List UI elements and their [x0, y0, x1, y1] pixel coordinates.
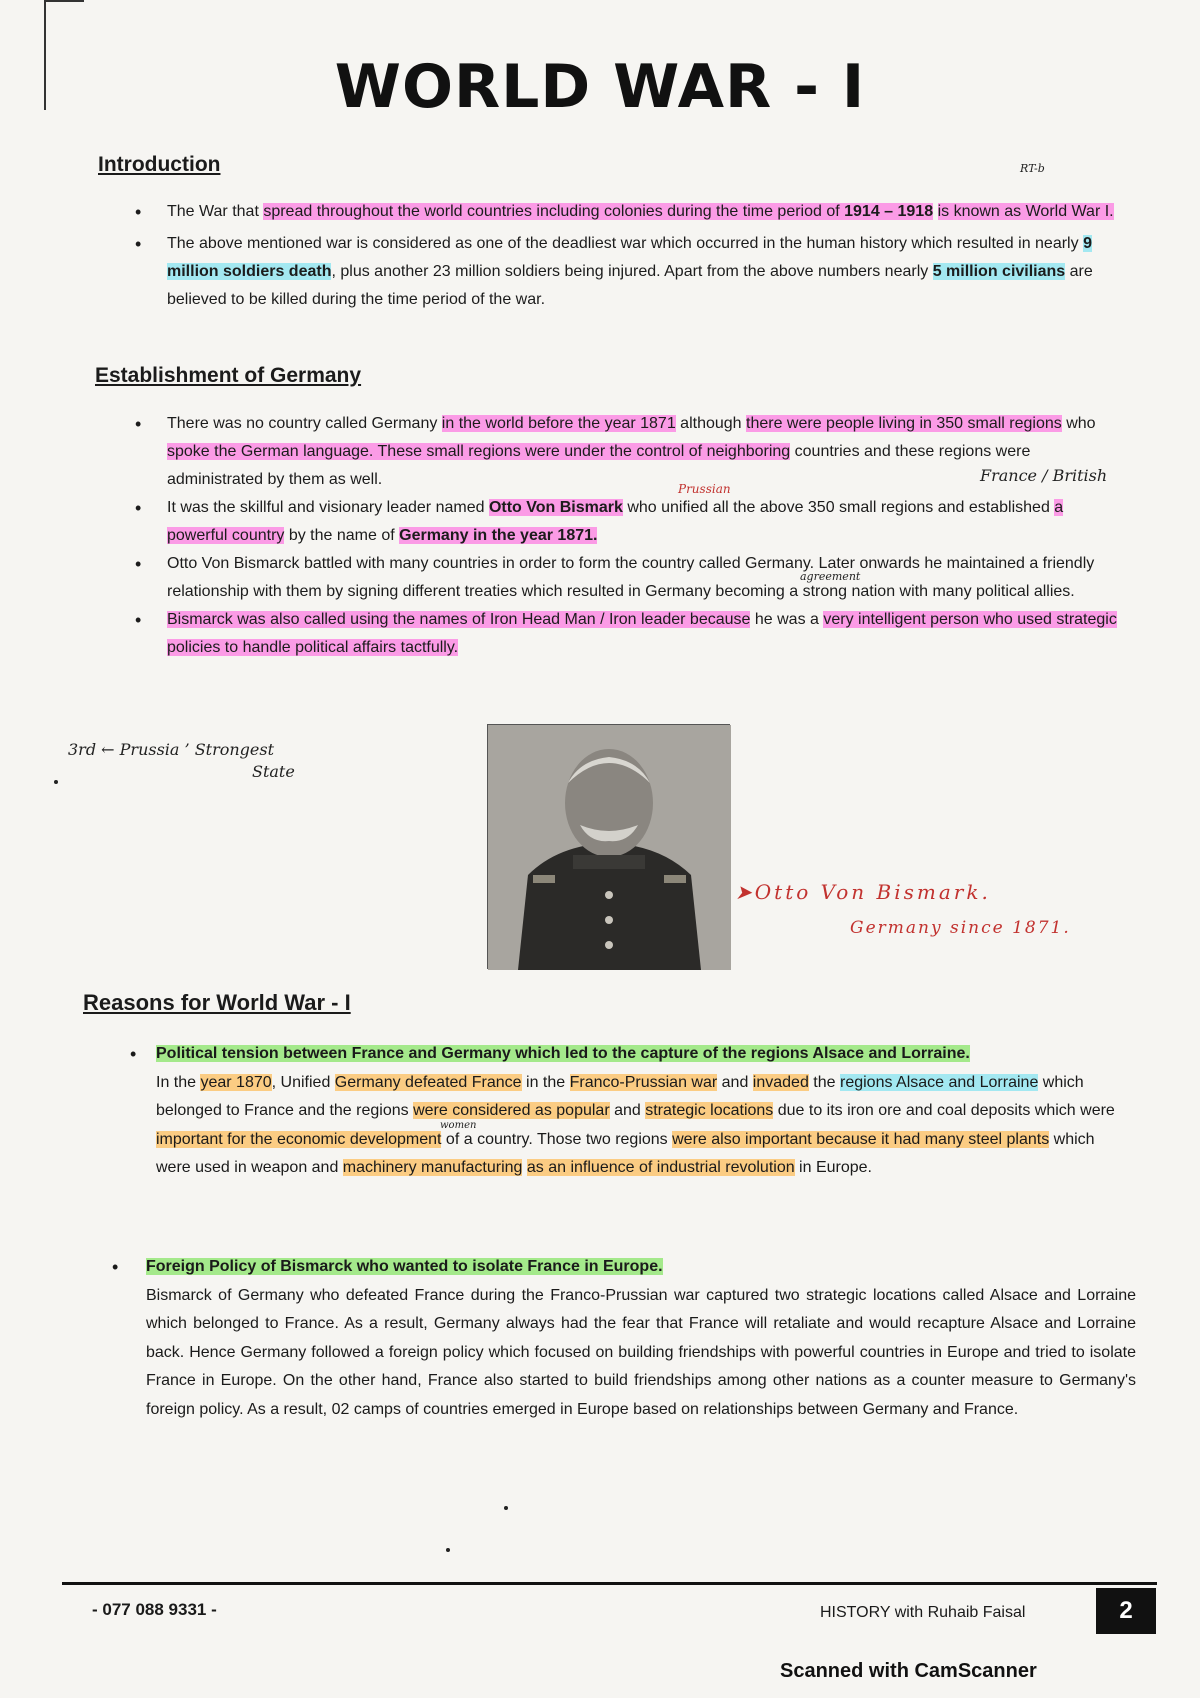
corner-mark: RT-b [1020, 162, 1045, 175]
list-item: • The War that spread throughout the world countries including colonies during the time period of 1914 – 1918 is known as World War I. [127, 198, 1117, 226]
handwritten-note-state: State [252, 762, 295, 781]
bullet-marker: • [130, 1044, 137, 1064]
footer-divider [62, 1582, 1157, 1585]
list-item: • There was no country called Germany in the world before the year 1871 although there were people living in 350 small regions who spoke the German language. These small regions were under the control of neighboring countries and these regions were administrated by them as well. [127, 410, 1117, 494]
list-item: • Bismarck was also called using the names of Iron Head Man / Iron leader because he was a very intelligent person who used strategic policies to handle political affairs tactfully. [127, 606, 1117, 662]
handwritten-photo-caption-1: ➤Otto Von Bismark. [735, 880, 991, 904]
handwritten-photo-caption-2: Germany since 1871. [850, 918, 1071, 938]
footer-brand: HISTORY with Ruhaib Faisal [820, 1604, 1026, 1621]
footer-phone: - 077 088 9331 - [92, 1600, 217, 1619]
reason-political-tension: • Political tension between France and Germany which led to the capture of the regions Alsace and Lorraine. In the year 1870, Unified Germany defeated France in the Franco-Prussian war and invaded the regions Alsace and Lorraine which belonged to France and the regions were considered as popular and strategic locations due to its iron ore and coal deposits which were important for the economic development of a country. Those two regions were also important because it had many steel plants which were used in weapon and machinery manufacturing as an influence of industrial revolution in Europe. [156, 1040, 1131, 1183]
section-heading-establishment: Establishment of Germany [95, 364, 362, 387]
list-item: • The above mentioned war is considered as one of the deadliest war which occurred in the human history which resulted in nearly 9 million soldiers death, plus another 23 million soldiers being injured. Apart from the above numbers nearly 5 million civilians are believed to be killed during the time period of the war. [127, 230, 1117, 314]
stray-mark [54, 780, 58, 784]
stray-mark [504, 1506, 508, 1510]
handwritten-note-women: women [440, 1120, 477, 1131]
handwritten-note-france-british: France / British [980, 466, 1108, 485]
portrait-illustration [488, 725, 731, 970]
list-item: • Otto Von Bismarck battled with many countries in order to form the country called Germany. Later onwards he maintained a friendly relationship with them by signing different treaties which resulted in Germany becoming a strong nation with many political allies. [127, 550, 1117, 606]
bullet-marker: • [112, 1257, 119, 1277]
page-border-mark-h [44, 0, 84, 2]
section-heading-introduction: Introduction [98, 153, 221, 176]
section-heading-reasons: Reasons for World War - I [83, 990, 351, 1015]
portrait-image [487, 724, 730, 969]
page-number: 2 [1096, 1588, 1156, 1634]
scanner-watermark: Scanned with CamScanner [780, 1660, 1037, 1682]
list-item: • It was the skillful and visionary leader named Otto Von Bismark who unified all the above 350 small regions and established a powerful country by the name of Germany in the year 1871. [127, 494, 1117, 550]
handwritten-note-prussia: 3rd ← Prussia ’ Strongest [68, 740, 275, 759]
stray-mark [446, 1548, 450, 1552]
handwritten-note-agreement: agreement [800, 570, 861, 583]
page-title: WORLD WAR - I [334, 52, 866, 122]
intro-list [127, 198, 1117, 314]
reason-foreign-policy: • Foreign Policy of Bismarck who wanted to isolate France in Europe. Bismarck of Germany who defeated France during the Franco-Prussian war captured two strategic locations called Alsace and Lorraine which belonged to France. As a result, Germany always had the fear that France will retaliate and would recapture Alsace and Lorraine back. Hence Germany followed a foreign policy which focused on building friendships with powerful countries in Europe and tried to isolate France in Europe. On the other hand, France also started to build friendships among other nations as a counter measure to Germany's foreign policy. As a result, 02 camps of countries emerged in Europe based on relationships between Germany and France. [146, 1253, 1136, 1424]
handwritten-note-prussian: Prussian [678, 482, 731, 496]
germany-list [127, 410, 1117, 662]
